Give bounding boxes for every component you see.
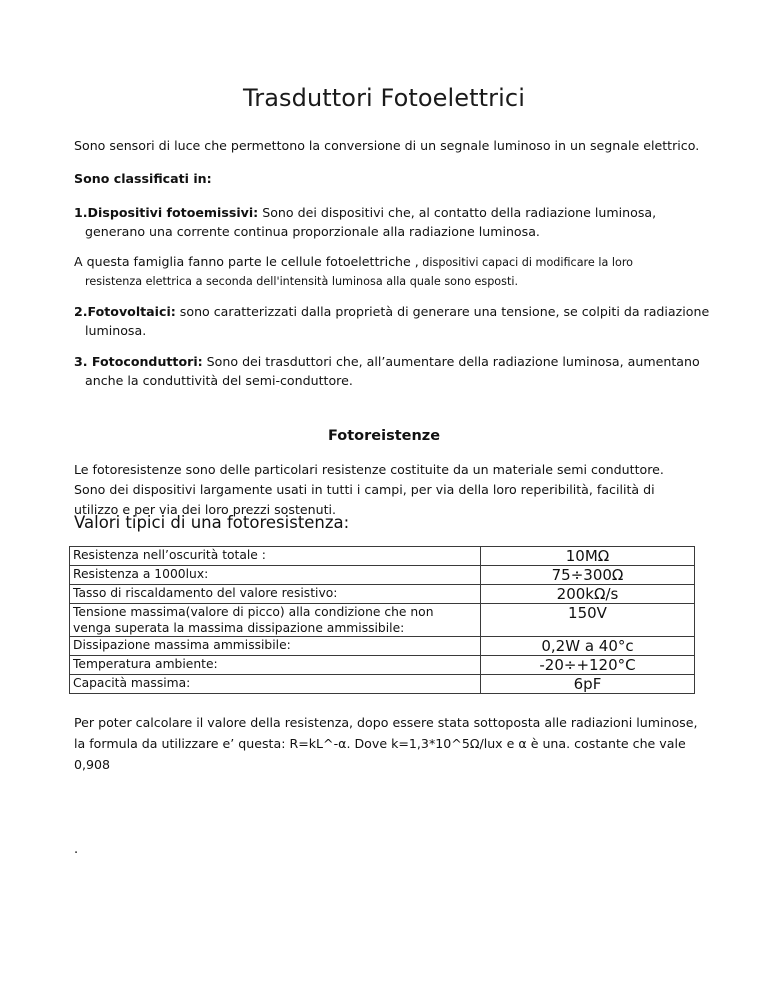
valori-heading: Valori tipici di una fotoresistenza: [74, 513, 350, 532]
item-fotoconduttori-line1 [74, 352, 714, 371]
spec-value: 6pF [481, 675, 695, 694]
table-row [70, 547, 695, 566]
item-fotovoltaici-line1 [74, 302, 714, 321]
spec-value: 200kΩ/s [481, 585, 695, 604]
formula-line: 0,908 [74, 757, 111, 772]
item-fotovoltaici [74, 302, 714, 340]
table-row [70, 604, 695, 637]
spec-label-line2: venga superata la massima dissipazione ammissibile: [73, 621, 405, 635]
family-note-line1 [74, 252, 714, 272]
spec-label: Resistenza nell’oscurità totale : [70, 547, 481, 566]
spec-label [70, 604, 481, 637]
item-fotoconduttori-text: Sono dei trasduttori che, all’aumentare della radiazione luminosa, aumentano [202, 354, 700, 369]
spec-value: 150V [481, 604, 695, 637]
fotoresistenze-line: Sono dei dispositivi largamente usati in tutti i campi, per via della loro reperibilità, facilità di [74, 482, 655, 497]
table-row [70, 675, 695, 694]
spec-label: Temperatura ambiente: [70, 656, 481, 675]
formula-line: la formula da utilizzare e’ questa: R=kL^-α. Dove k=1,3*10^5Ω/lux e α è una. costante che vale [74, 736, 686, 751]
item-fotoconduttori-continuation: anche la conduttività del semi-conduttore. [85, 373, 353, 388]
fotoresistenze-line: utilizzo e per via dei loro prezzi sostenuti. [74, 502, 337, 517]
formula-line: Per poter calcolare il valore della resistenza, dopo essere stata sottoposta alle radiazioni luminose, [74, 715, 698, 730]
item-fotoemissivi-text: Sono dei dispositivi che, al contatto della radiazione luminosa, [258, 205, 657, 220]
family-note [74, 252, 714, 291]
family-note-main: A questa famiglia fanno parte le cellule fotoelettriche , [74, 254, 419, 269]
item-fotovoltaici-text: sono caratterizzati dalla proprietà di generare una tensione, se colpiti da radiazione [175, 304, 710, 319]
section-subheading: Fotoreistenze [327, 428, 441, 444]
spec-label-line1: Tensione massima(valore di picco) alla condizione che non [73, 605, 434, 619]
item-fotoemissivi-continuation: generano una corrente continua proporzionale alla radiazione luminosa. [85, 224, 540, 239]
intro-paragraph: Sono sensori di luce che permettono la conversione di un segnale luminoso in un segnale elettrico. [74, 138, 700, 153]
classified-heading [74, 169, 714, 188]
item-fotovoltaici-continuation: luminosa. [85, 323, 147, 338]
spec-label: Tasso di riscaldamento del valore resistivo: [70, 585, 481, 604]
classified-heading-text: Sono classificati in: [74, 171, 212, 186]
specs-table [69, 546, 695, 694]
table-row [70, 566, 695, 585]
family-note-line2: resistenza elettrica a seconda dell'intensità luminosa alla quale sono esposti. [85, 275, 519, 288]
spec-value: 10MΩ [481, 547, 695, 566]
fotoresistenze-line: Le fotoresistenze sono delle particolari resistenze costituite da un materiale semi conduttore. [74, 462, 664, 477]
spec-label: Resistenza a 1000lux: [70, 566, 481, 585]
trailing-dot: . [74, 842, 79, 857]
table-row [70, 637, 695, 656]
spec-label: Dissipazione massima ammissibile: [70, 637, 481, 656]
table-row [70, 585, 695, 604]
page-title: Trasduttori Fotoelettrici [243, 84, 525, 112]
item-fotoconduttori [74, 352, 714, 390]
spec-value: 0,2W a 40°c [481, 637, 695, 656]
item-fotoemissivi [74, 203, 714, 241]
fotoresistenze-paragraph [74, 460, 714, 520]
item-fotovoltaici-label: 2.Fotovoltaici: [74, 304, 176, 319]
item-fotoemissivi-line1 [74, 203, 714, 222]
table-row [70, 656, 695, 675]
formula-paragraph [74, 712, 714, 775]
item-fotoemissivi-label: 1.Dispositivi fotoemissivi: [74, 205, 259, 220]
spec-label: Capacità massima: [70, 675, 481, 694]
family-note-small: dispositivi capaci di modificare la loro [418, 256, 634, 269]
item-fotoconduttori-label: 3. Fotoconduttori: [74, 354, 203, 369]
spec-value: 75÷300Ω [481, 566, 695, 585]
spec-value: -20÷+120°C [481, 656, 695, 675]
